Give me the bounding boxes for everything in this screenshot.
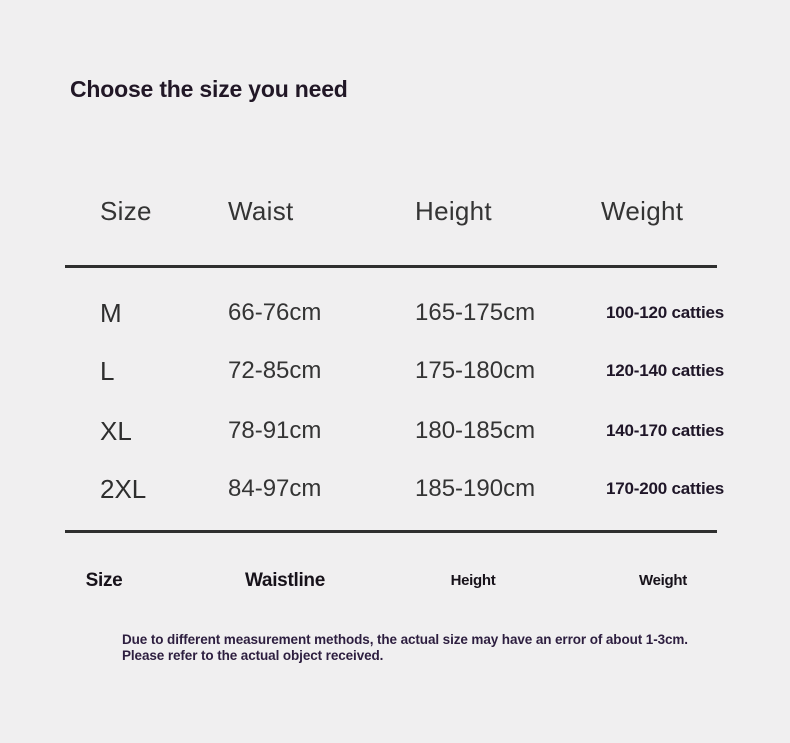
column-header-size: Size	[100, 196, 152, 226]
table-row	[65, 475, 724, 503]
measurement-note: Due to different measurement methods, the actual size may have an error of about 1-3cm. Please refer to the actual object received.	[122, 632, 688, 663]
page-title: Choose the size you need	[70, 76, 348, 102]
weight-value: 140-170 catties	[606, 421, 724, 440]
weight-value: 170-200 catties	[606, 479, 724, 498]
waist-value: 72-85cm	[228, 357, 322, 384]
table-top-rule	[65, 265, 717, 268]
height-value: 185-190cm	[415, 475, 536, 502]
size-value: XL	[100, 416, 132, 446]
table-row	[65, 417, 724, 445]
weight-value: 120-140 catties	[606, 361, 724, 380]
height-value: 180-185cm	[415, 417, 536, 444]
table-row	[65, 357, 724, 385]
waist-value: 66-76cm	[228, 299, 322, 326]
size-table	[65, 0, 724, 743]
size-value: 2XL	[100, 474, 147, 504]
waist-value: 84-97cm	[228, 475, 322, 502]
column-header-weight: Weight	[601, 196, 684, 226]
column-header-waist: Waist	[228, 196, 294, 226]
legend-waistline-label: Waistline	[245, 570, 325, 591]
waist-value: 78-91cm	[228, 417, 322, 444]
weight-value: 100-120 catties	[606, 303, 724, 322]
column-header-height: Height	[415, 196, 492, 226]
table-row	[65, 299, 724, 327]
legend-height-label: Height	[450, 572, 496, 589]
size-value: L	[100, 356, 115, 386]
size-value: M	[100, 298, 122, 328]
height-value: 175-180cm	[415, 357, 536, 384]
table-bottom-rule	[65, 530, 717, 533]
legend-size-label: Size	[85, 570, 123, 591]
table-header-row	[65, 196, 724, 226]
legend-weight-label: Weight	[639, 572, 687, 589]
height-value: 165-175cm	[415, 299, 536, 326]
